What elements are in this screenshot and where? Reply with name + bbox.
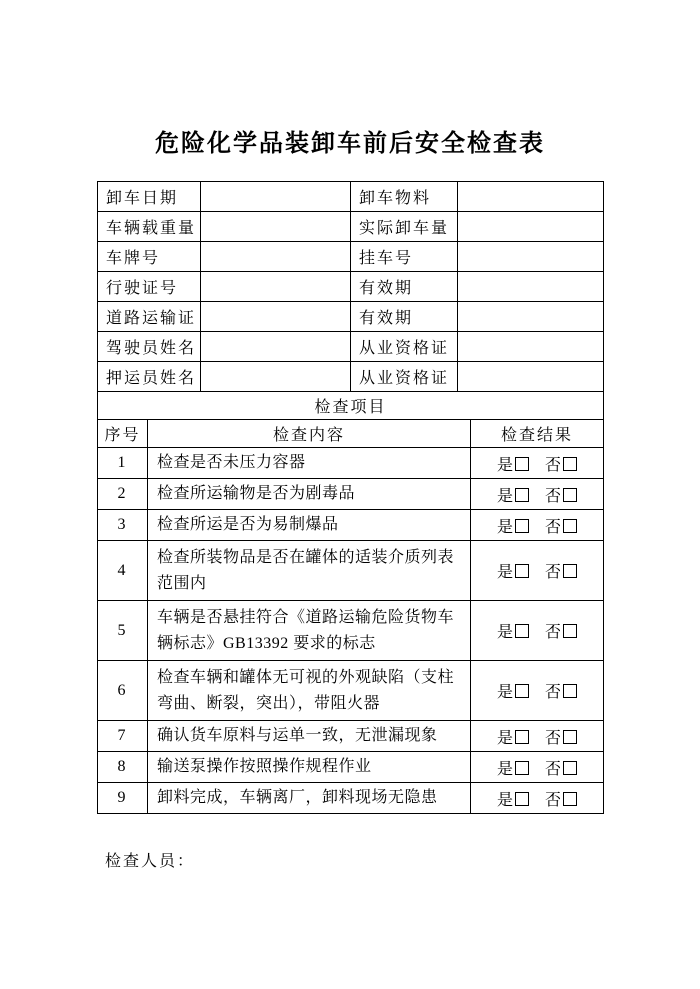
checklist-row bbox=[98, 661, 604, 721]
info-label: 驾驶员姓名 bbox=[98, 332, 201, 362]
result-cell bbox=[471, 448, 604, 479]
no-checkbox[interactable] bbox=[563, 684, 577, 698]
checklist-row bbox=[98, 601, 604, 661]
col-header-result: 检查结果 bbox=[471, 420, 604, 448]
yes-checkbox[interactable] bbox=[515, 564, 529, 578]
trailer-number-field[interactable] bbox=[458, 242, 604, 272]
yes-label: 是 bbox=[496, 684, 513, 701]
result-cell bbox=[471, 479, 604, 510]
inspector-signature-label: 检查人员： bbox=[105, 853, 196, 870]
no-label: 否 bbox=[545, 684, 562, 701]
info-label: 卸车日期 bbox=[98, 182, 201, 212]
info-row bbox=[98, 362, 604, 392]
yes-label: 是 bbox=[496, 456, 513, 474]
yes-checkbox[interactable] bbox=[515, 488, 529, 502]
result-cell bbox=[471, 510, 604, 541]
checklist-row bbox=[98, 783, 604, 814]
result-cell bbox=[471, 752, 604, 783]
item-no: 9 bbox=[98, 783, 148, 814]
col-header-no: 序号 bbox=[98, 420, 148, 448]
no-label: 否 bbox=[545, 456, 562, 474]
yes-label: 是 bbox=[496, 791, 513, 809]
unload-material-field[interactable] bbox=[458, 182, 604, 212]
checklist-row bbox=[98, 541, 604, 601]
item-no: 8 bbox=[98, 752, 148, 783]
result-cell bbox=[471, 661, 604, 721]
yes-label: 是 bbox=[496, 518, 513, 536]
yes-label: 是 bbox=[496, 624, 513, 641]
info-label: 挂车号 bbox=[351, 242, 458, 272]
yes-checkbox[interactable] bbox=[515, 457, 529, 471]
item-content: 检查所运输物是否为剧毒品 bbox=[148, 479, 471, 510]
vehicle-info-table bbox=[97, 181, 604, 392]
vehicle-load-field[interactable] bbox=[201, 212, 351, 242]
no-checkbox[interactable] bbox=[563, 519, 577, 533]
escort-qualification-field[interactable] bbox=[458, 362, 604, 392]
info-row bbox=[98, 212, 604, 242]
yes-checkbox[interactable] bbox=[515, 792, 529, 806]
info-label: 押运员姓名 bbox=[98, 362, 201, 392]
yes-checkbox[interactable] bbox=[515, 761, 529, 775]
result-cell bbox=[471, 601, 604, 661]
result-cell bbox=[471, 721, 604, 752]
yes-checkbox[interactable] bbox=[515, 624, 529, 638]
item-content: 检查所装物品是否在罐体的适装介质列表范围内 bbox=[148, 541, 471, 601]
info-label: 行驶证号 bbox=[98, 272, 201, 302]
item-content: 检查是否未压力容器 bbox=[148, 448, 471, 479]
actual-unload-field[interactable] bbox=[458, 212, 604, 242]
info-label: 从业资格证 bbox=[351, 362, 458, 392]
no-checkbox[interactable] bbox=[563, 624, 577, 638]
no-label: 否 bbox=[545, 518, 562, 536]
yes-checkbox[interactable] bbox=[515, 519, 529, 533]
driver-qualification-field[interactable] bbox=[458, 332, 604, 362]
item-no: 7 bbox=[98, 721, 148, 752]
driver-name-field[interactable] bbox=[201, 332, 351, 362]
no-label: 否 bbox=[545, 791, 562, 809]
checklist-row bbox=[98, 479, 604, 510]
item-content: 输送泵操作按照操作规程作业 bbox=[148, 752, 471, 783]
no-label: 否 bbox=[545, 760, 562, 778]
item-no: 3 bbox=[98, 510, 148, 541]
unload-date-field[interactable] bbox=[201, 182, 351, 212]
no-label: 否 bbox=[545, 487, 562, 505]
item-no: 1 bbox=[98, 448, 148, 479]
no-checkbox[interactable] bbox=[563, 792, 577, 806]
yes-label: 是 bbox=[496, 564, 513, 581]
plate-number-field[interactable] bbox=[201, 242, 351, 272]
info-row bbox=[98, 242, 604, 272]
item-no: 6 bbox=[98, 661, 148, 721]
no-label: 否 bbox=[545, 564, 562, 581]
yes-label: 是 bbox=[496, 760, 513, 778]
page-title: 危险化学品装卸车前后安全检查表 bbox=[155, 131, 545, 157]
item-no: 2 bbox=[98, 479, 148, 510]
checklist-row bbox=[98, 721, 604, 752]
item-content: 确认货车原料与运单一致，无泄漏现象 bbox=[148, 721, 471, 752]
item-content: 检查所运是否为易制爆品 bbox=[148, 510, 471, 541]
yes-checkbox[interactable] bbox=[515, 730, 529, 744]
yes-checkbox[interactable] bbox=[515, 684, 529, 698]
checklist-header-row bbox=[98, 420, 604, 448]
item-content: 车辆是否悬挂符合《道路运输危险货物车辆标志》GB13392 要求的标志 bbox=[148, 601, 471, 661]
yes-label: 是 bbox=[496, 729, 513, 747]
info-label: 实际卸车量 bbox=[351, 212, 458, 242]
road-transport-cert-field[interactable] bbox=[201, 302, 351, 332]
info-label: 有效期 bbox=[351, 302, 458, 332]
info-label: 道路运输证 bbox=[98, 302, 201, 332]
driving-license-field[interactable] bbox=[201, 272, 351, 302]
no-checkbox[interactable] bbox=[563, 457, 577, 471]
info-row bbox=[98, 272, 604, 302]
item-content: 检查车辆和罐体无可视的外观缺陷（支柱弯曲、断裂，突出），带阻火器 bbox=[148, 661, 471, 721]
checklist-row bbox=[98, 510, 604, 541]
info-label: 车牌号 bbox=[98, 242, 201, 272]
info-label: 有效期 bbox=[351, 272, 458, 302]
info-row bbox=[98, 182, 604, 212]
cert-validity-field[interactable] bbox=[458, 302, 604, 332]
no-label: 否 bbox=[545, 729, 562, 747]
form-area bbox=[97, 181, 603, 814]
item-no: 5 bbox=[98, 601, 148, 661]
col-header-content: 检查内容 bbox=[148, 420, 471, 448]
info-label: 卸车物料 bbox=[351, 182, 458, 212]
escort-name-field[interactable] bbox=[201, 362, 351, 392]
info-label: 车辆载重量 bbox=[98, 212, 201, 242]
no-checkbox[interactable] bbox=[563, 488, 577, 502]
checklist-row bbox=[98, 752, 604, 783]
yes-label: 是 bbox=[496, 487, 513, 505]
no-label: 否 bbox=[545, 624, 562, 641]
section-title: 检查项目 bbox=[98, 392, 604, 420]
checklist-row bbox=[98, 448, 604, 479]
result-cell bbox=[471, 541, 604, 601]
inspection-items-table bbox=[97, 391, 604, 814]
no-checkbox[interactable] bbox=[563, 761, 577, 775]
no-checkbox[interactable] bbox=[563, 564, 577, 578]
no-checkbox[interactable] bbox=[563, 730, 577, 744]
license-validity-field[interactable] bbox=[458, 272, 604, 302]
info-row bbox=[98, 332, 604, 362]
info-row bbox=[98, 302, 604, 332]
info-label: 从业资格证 bbox=[351, 332, 458, 362]
result-cell bbox=[471, 783, 604, 814]
section-header-row bbox=[98, 392, 604, 420]
item-content: 卸料完成，车辆离厂，卸料现场无隐患 bbox=[148, 783, 471, 814]
item-no: 4 bbox=[98, 541, 148, 601]
